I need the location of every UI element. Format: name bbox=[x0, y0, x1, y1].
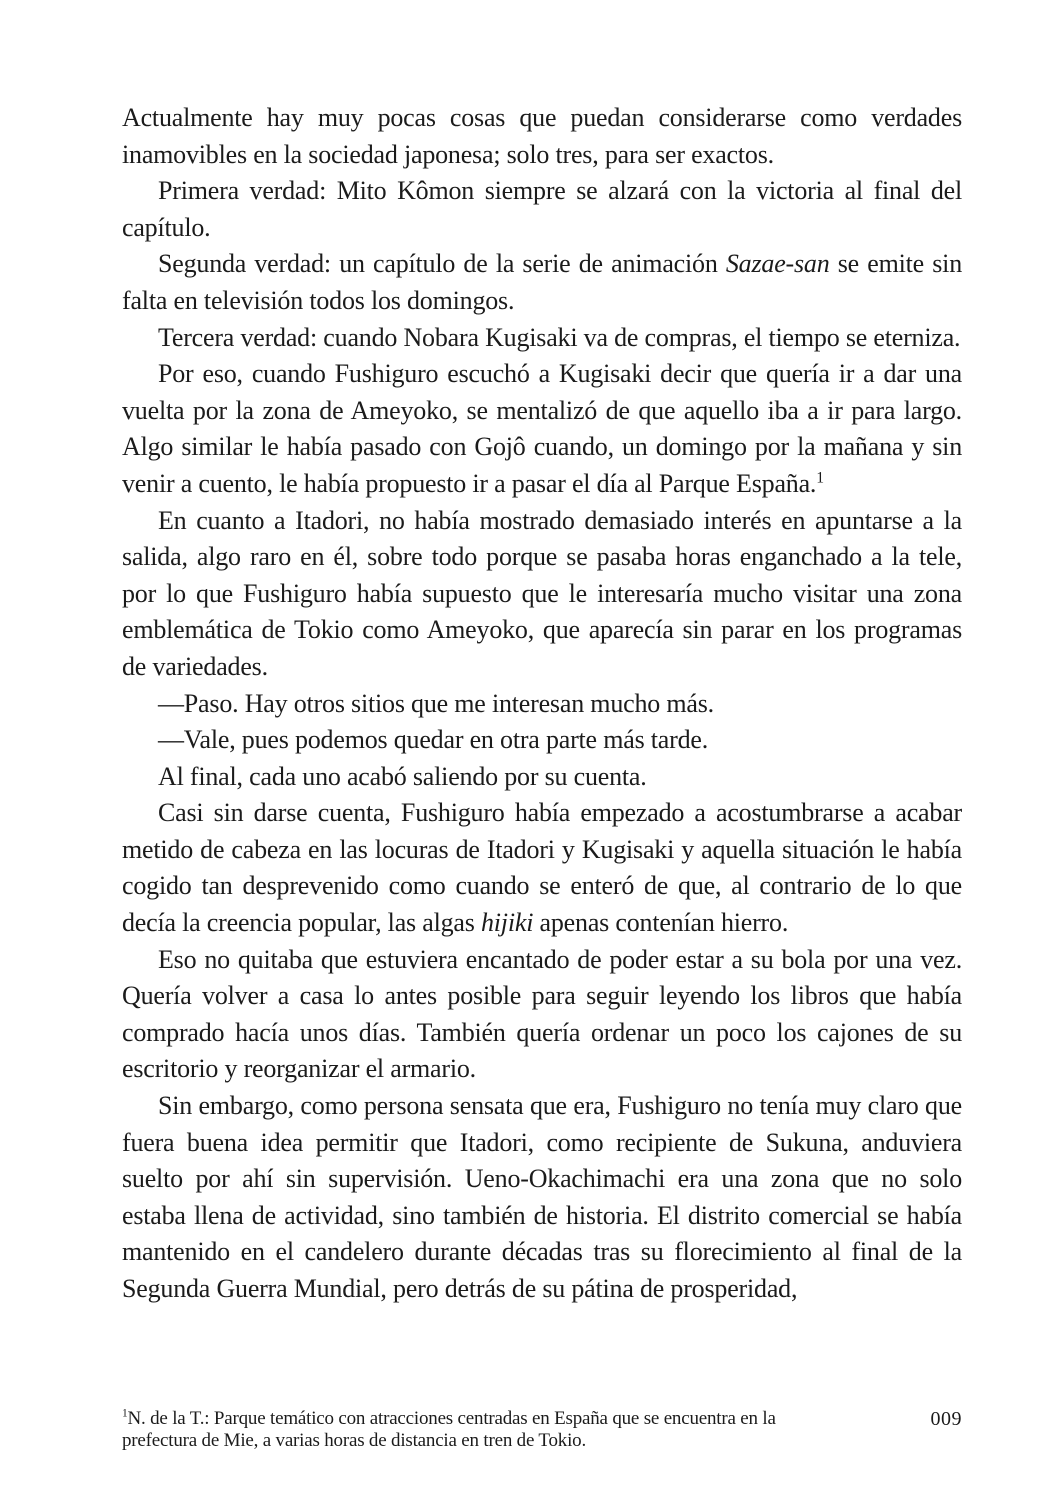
paragraph bbox=[122, 503, 962, 686]
paragraph bbox=[122, 795, 962, 941]
footnote-text: N. de la T.: Parque temático con atracciones centradas en España que se encuentra en la prefectura de Mie, a varias horas de distancia en tren de Tokio. bbox=[122, 1408, 776, 1451]
paragraph bbox=[122, 942, 962, 1088]
footnote-reference: 1 bbox=[816, 469, 824, 487]
text-run: Eso no quitaba que estuviera encantado de poder estar a su bola por una vez. Quería volver a casa lo antes posible para seguir leyendo los libros que había comprado hacía unos días. También quería ordenar un poco los cajones de su escritorio y reorganizar el armario. bbox=[122, 944, 962, 1084]
text-run: —Paso. Hay otros sitios que me interesan mucho más. bbox=[158, 688, 714, 718]
footnote-marker: 1 bbox=[122, 1407, 128, 1420]
paragraph bbox=[122, 246, 962, 319]
text-run: Sin embargo, como persona sensata que era, Fushiguro no tenía muy claro que fuera buena idea permitir que Itadori, como recipiente de Sukuna, anduviera suelto por ahí sin supervisión. Ueno-Okachimachi era una zona que no solo estaba llena de actividad, sino también de historia. El distrito comercial se había mantenido en el candelero durante décadas tras su florecimiento al final de la Segunda Guerra Mundial, pero detrás de su pátina de prosperidad, bbox=[122, 1091, 962, 1303]
footnote bbox=[122, 1408, 822, 1451]
body-text bbox=[122, 100, 962, 1308]
paragraph bbox=[122, 100, 962, 173]
paragraph bbox=[122, 1088, 962, 1308]
text-run: se emite sin falta en televisión todos los domingos. bbox=[122, 249, 962, 315]
text-run: Casi sin darse cuenta, Fushiguro había empezado a acostumbrarse a acabar metido de cabeza en las locuras de Itadori y Kugisaki y aquella situación le había cogido tan desprevenido como cuando se enteró de que, al contrario de lo que decía la creencia popular, las algas bbox=[122, 798, 962, 938]
text-run: En cuanto a Itadori, no había mostrado demasiado interés en apuntarse a la salida, algo raro en él, sobre todo porque se pasaba horas enganchado a la tele, por lo que Fushiguro había supuesto que le interesaría mucho visitar una zona emblemática de Tokio como Ameyoko, que aparecía sin parar en los programas de variedades. bbox=[122, 505, 962, 681]
text-run: Actualmente hay muy pocas cosas que puedan considerarse como verdades inamovibles en la sociedad japonesa; solo tres, para ser exactos. bbox=[122, 103, 962, 169]
paragraph bbox=[122, 759, 962, 796]
text-run: Tercera verdad: cuando Nobara Kugisaki va de compras, el tiempo se eterniza. bbox=[158, 322, 961, 352]
paragraph bbox=[122, 686, 962, 723]
text-run: Al final, cada uno acabó saliendo por su cuenta. bbox=[158, 761, 647, 791]
page-number: 009 bbox=[930, 1408, 962, 1430]
text-run: Por eso, cuando Fushiguro escuchó a Kugisaki decir que quería ir a dar una vuelta por la zona de Ameyoko, se mentalizó de que aquello iba a ir para largo. Algo similar le había pasado con Gojô cuando, un domingo por la mañana y sin venir a cuento, le había propuesto ir a pasar el día al Parque España. bbox=[122, 359, 962, 498]
paragraph bbox=[122, 356, 962, 502]
text-run: apenas contenían hierro. bbox=[533, 908, 789, 938]
paragraph bbox=[122, 722, 962, 759]
paragraph bbox=[122, 173, 962, 246]
text-run: —Vale, pues podemos quedar en otra parte más tarde. bbox=[158, 725, 709, 755]
paragraph bbox=[122, 320, 962, 357]
text-run: Segunda verdad: un capítulo de la serie de animación bbox=[158, 249, 726, 279]
text-run: Primera verdad: Mito Kômon siempre se alzará con la victoria al final del capítulo. bbox=[122, 176, 962, 242]
italic-text-run: hijiki bbox=[480, 908, 534, 938]
italic-text-run: Sazae-san bbox=[725, 249, 830, 279]
